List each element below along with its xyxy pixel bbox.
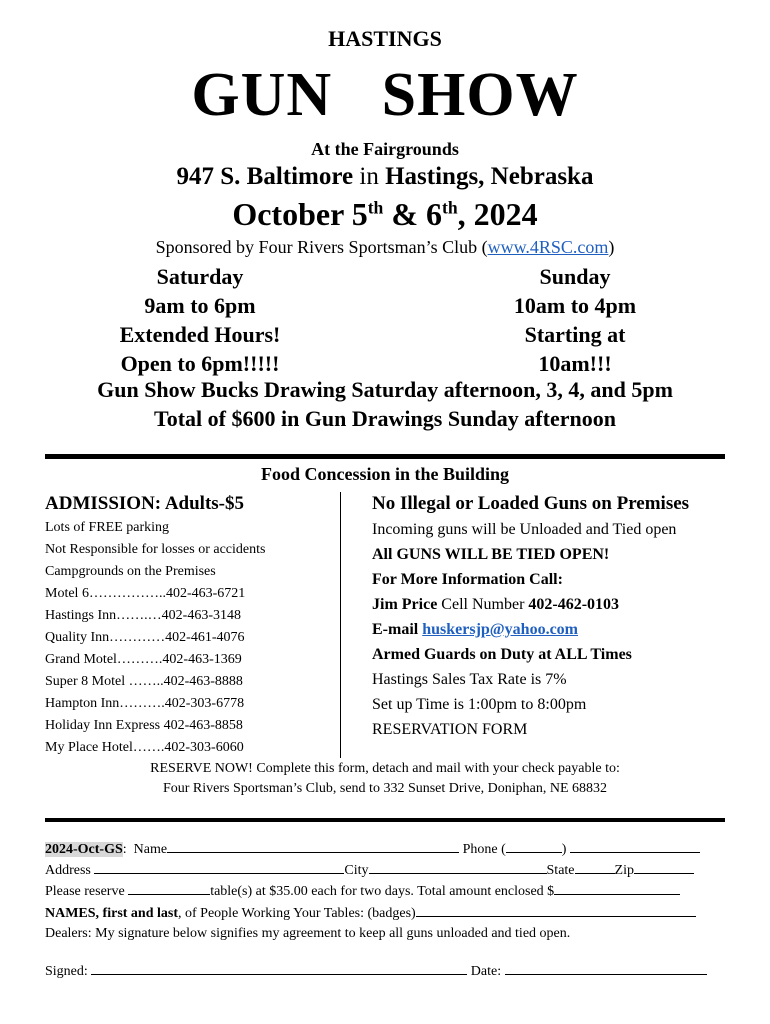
setup-time: Set up Time is 1:00pm to 8:00pm (372, 696, 587, 713)
saturday-extended: Extended Hours! (119, 322, 281, 347)
form-tables-row (45, 882, 680, 900)
no-illegal-heading: No Illegal or Loaded Guns on Premises (372, 493, 690, 514)
city-field[interactable] (369, 861, 547, 874)
names-field[interactable] (416, 904, 696, 917)
names-bold: NAMES, first and last (45, 906, 179, 921)
phone-label: Phone ( (462, 842, 506, 857)
dealers-agreement: Dealers: My signature below signifies my agreement to keep all guns unloaded and tied open. (45, 926, 571, 941)
address-field[interactable] (94, 861, 344, 874)
saturday-day: Saturday (156, 264, 244, 289)
event-date (0, 196, 770, 233)
hotel-item: Holiday Inn Express 402-463-8858 (45, 718, 243, 733)
hotel-item: My Place Hotel…….402-303-6060 (45, 740, 244, 755)
admission-item: Lots of FREE parking (45, 520, 170, 535)
hotel-item: Quality Inn…………402-461-4076 (45, 630, 245, 645)
names-label: , of People Working Your Tables: (badges) (178, 906, 416, 921)
amount-field[interactable] (554, 882, 680, 895)
form-name-row (45, 840, 700, 858)
name-label: : Name (122, 842, 168, 857)
form-code: 2024-Oct-GS (45, 842, 123, 857)
tax-rate: Hastings Sales Tax Rate is 7% (372, 671, 567, 688)
date-field[interactable] (505, 962, 707, 975)
address-street: 947 S. Baltimore (176, 163, 354, 190)
sponsor-line (0, 237, 770, 258)
address-city: Hastings, Nebraska (385, 163, 594, 190)
event-title: GUN SHOW (191, 61, 579, 129)
contact-line (372, 596, 619, 614)
saturday-schedule (80, 262, 320, 378)
state-label: State (546, 863, 575, 878)
contact-cell-label: Cell Number (437, 596, 529, 613)
email-link[interactable]: huskersjp@yahoo.com (422, 621, 579, 638)
sunday-starting: Starting at (524, 322, 626, 347)
form-names-row (45, 904, 696, 922)
more-info-label: For More Information Call: (372, 571, 563, 588)
column-divider (340, 492, 341, 758)
email-label: E-mail (372, 621, 423, 638)
tied-open-notice: All GUNS WILL BE TIED OPEN! (372, 546, 610, 563)
city-label: City (344, 863, 369, 878)
reservation-form-label: RESERVATION FORM (372, 721, 528, 738)
zip-label: Zip (614, 863, 634, 878)
reserve-line-1: RESERVE NOW! Complete this form, detach and mail with your check payable to: (150, 761, 620, 776)
food-concession: Food Concession in the Building (260, 464, 510, 484)
contact-name: Jim Price (372, 596, 438, 613)
date-amp: & 6 (383, 196, 443, 232)
address-in: in (353, 163, 386, 190)
address-line (0, 163, 770, 191)
date-sup-1: th (367, 197, 384, 218)
signature-field[interactable] (91, 962, 467, 975)
contact-phone: 402-462-0103 (528, 596, 620, 613)
admission-heading: ADMISSION: Adults-$5 (45, 493, 245, 514)
date-sup-2: th (442, 197, 458, 218)
sunday-day: Sunday (539, 264, 611, 289)
city-heading: HASTINGS (328, 26, 442, 51)
saturday-hours: 9am to 6pm (144, 293, 256, 318)
hotel-item: Motel 6……………..402-463-6721 (45, 586, 246, 601)
hotel-item: Hastings Inn…….…402-463-3148 (45, 608, 241, 623)
zip-field[interactable] (634, 861, 694, 874)
address-label: Address (45, 863, 91, 878)
admission-item: Not Responsible for losses or accidents (45, 542, 266, 557)
phone-number-field[interactable] (570, 840, 700, 853)
reserve-prefix: Please reserve (45, 884, 125, 899)
sunday-schedule (455, 262, 695, 378)
sunday-time: 10am!!! (538, 351, 612, 376)
email-line (372, 621, 578, 639)
date-month: October 5 (232, 196, 368, 232)
sponsor-link[interactable]: www.4RSC.com (487, 237, 609, 257)
sponsor-prefix: Sponsored by Four Rivers Sportsman’s Club ( (155, 237, 488, 257)
form-signature-row (45, 962, 707, 980)
hotel-item: Grand Motel……….402-463-1369 (45, 652, 242, 667)
divider-form (45, 818, 725, 822)
date-year: , 2024 (457, 196, 538, 232)
phone-close: ) (561, 842, 567, 857)
drawing-line-1: Gun Show Bucks Drawing Saturday afternoon, 3, 4, and 5pm (97, 377, 673, 402)
admission-item: Campgrounds on the Premises (45, 564, 216, 579)
hotel-item: Super 8 Motel ……..402-463-8888 (45, 674, 243, 689)
sunday-hours: 10am to 4pm (513, 293, 637, 318)
hotel-item: Hampton Inn……….402-303-6778 (45, 696, 245, 711)
phone-area-field[interactable] (506, 840, 562, 853)
name-field[interactable] (167, 840, 459, 853)
incoming-guns: Incoming guns will be Unloaded and Tied open (372, 521, 677, 538)
saturday-open: Open to 6pm!!!!! (120, 351, 280, 376)
table-count-field[interactable] (128, 882, 210, 895)
reserve-line-2: Four Rivers Sportsman’s Club, send to 332 Sunset Drive, Doniphan, NE 68832 (162, 781, 608, 796)
date-label: Date: (470, 964, 502, 979)
form-address-row (45, 861, 694, 879)
sponsor-suffix: ) (608, 237, 615, 257)
guards-notice: Armed Guards on Duty at ALL Times (372, 646, 632, 663)
state-field[interactable] (575, 861, 615, 874)
signed-label: Signed: (45, 964, 88, 979)
divider-top (45, 454, 725, 459)
location-line: At the Fairgrounds (311, 139, 459, 159)
reserve-text: table(s) at $35.00 each for two days. Total amount enclosed $ (210, 884, 555, 899)
drawing-line-2: Total of $600 in Gun Drawings Sunday afternoon (154, 406, 616, 431)
